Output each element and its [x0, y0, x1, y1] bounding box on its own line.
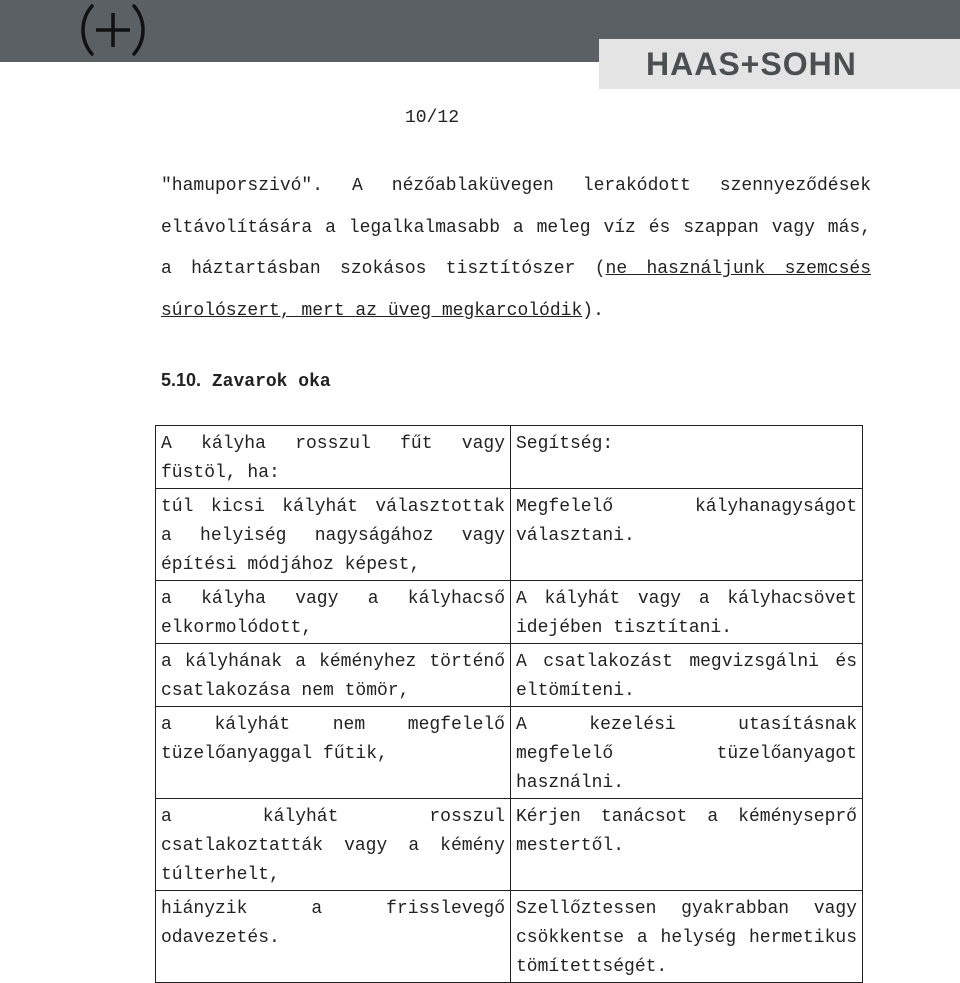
cause-cell: túl kicsi kályhát választottak a helyiség nagyságához vagy építési módjához képest,	[156, 489, 511, 581]
remedy-cell: Kérjen tanácsot a kéményseprő mestertől.	[511, 799, 863, 891]
cause-cell: hiányzik a frisslevegő odavezetés.	[156, 891, 511, 983]
page-number: 10/12	[405, 108, 460, 128]
intro-paragraph	[161, 166, 871, 332]
cause-cell: a kályhának a kéményhez történő csatlakozása nem tömör,	[156, 644, 511, 707]
table-row	[156, 644, 863, 707]
plus-logo-icon	[78, 2, 148, 58]
header-remedy-cell: Segítség:	[511, 426, 863, 489]
remedy-cell: A csatlakozást megvizsgálni és eltömíteni.	[511, 644, 863, 707]
table-header-row	[156, 426, 863, 489]
remedy-cell: A kályhát vagy a kályhacsövet idejében tisztítani.	[511, 581, 863, 644]
cause-cell: a kályha vagy a kályhacső elkormolódott,	[156, 581, 511, 644]
remedy-cell: Szellőztessen gyakrabban vagy csökkentse a helység hermetikus tömítettségét.	[511, 891, 863, 983]
troubleshooting-table	[155, 425, 863, 983]
intro-text-end: ).	[582, 300, 604, 321]
table-row	[156, 489, 863, 581]
table-row	[156, 707, 863, 799]
table-row	[156, 891, 863, 983]
cause-cell: a kályhát rosszul csatlakoztatták vagy a kémény túlterhelt,	[156, 799, 511, 891]
section-number: 5.10.	[161, 370, 202, 390]
intro-text: "hamuporszivó". A nézőablaküvegen lerakódott szennyeződések eltávolítására a legalkalmasabb a meleg víz és szappan vagy más, a háztartásban szokásos tisztítószer (	[161, 176, 871, 279]
brand-logo: HAAS+SOHN	[646, 46, 857, 82]
remedy-cell: A kezelési utasításnak megfelelő tüzelőanyagot használni.	[511, 707, 863, 799]
intro-warning-underlined: ne használjunk szemcsés súrolószert, mert az üveg megkarcolódik	[161, 259, 871, 321]
section-title: Zavarok oka	[211, 372, 331, 392]
header-cause-cell: A kályha rosszul fűt vagy füstöl, ha:	[156, 426, 511, 489]
remedy-cell: Megfelelő kályhanagyságot választani.	[511, 489, 863, 581]
table-row	[156, 581, 863, 644]
table-row	[156, 799, 863, 891]
cause-cell: a kályhát nem megfelelő tüzelőanyaggal fűtik,	[156, 707, 511, 799]
section-heading	[161, 370, 331, 392]
